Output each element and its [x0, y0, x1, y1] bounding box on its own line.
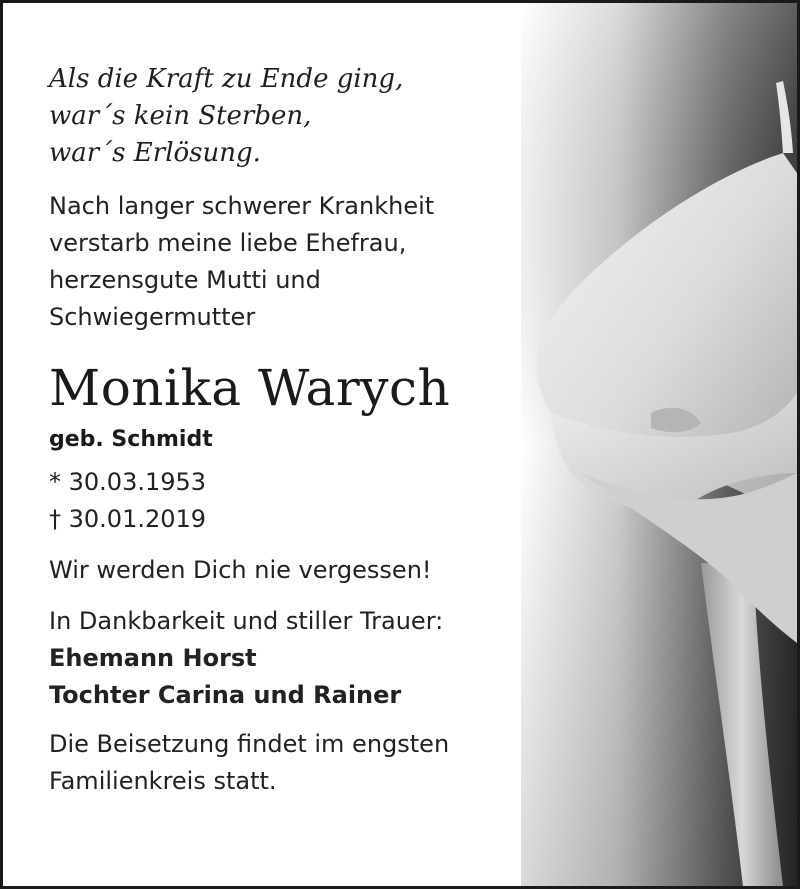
motto-line: war´s Erlösung.	[49, 138, 261, 168]
motto-line: Als die Kraft zu Ende ging,	[49, 64, 404, 94]
motto	[49, 61, 519, 172]
death-date: † 30.01.2019	[49, 505, 207, 533]
notice-text	[49, 61, 519, 800]
mourner-name: Ehemann Horst	[49, 644, 257, 672]
intro-line: Schwiegermutter	[49, 303, 256, 331]
calla-lily-icon	[521, 3, 797, 886]
farewell-text: Wir werden Dich nie vergessen!	[49, 556, 432, 584]
maiden-name: geb. Schmidt	[49, 427, 213, 452]
birth-date: * 30.03.1953	[49, 468, 207, 496]
intro-text	[49, 188, 519, 336]
mourners	[49, 603, 519, 714]
burial-line: Die Beisetzung findet im engsten	[49, 730, 450, 758]
mourner-name: Tochter Carina und Rainer	[49, 681, 402, 709]
motto-line: war´s kein Sterben,	[49, 101, 312, 131]
mourners-heading: In Dankbarkeit und stiller Trauer:	[49, 607, 444, 635]
intro-line: verstarb meine liebe Ehefrau,	[49, 229, 407, 257]
intro-line: Nach langer schwerer Krankheit	[49, 192, 435, 220]
calla-lily-photo	[521, 3, 797, 886]
deceased-name: Monika Warych	[49, 359, 451, 417]
burial-line: Familienkreis statt.	[49, 767, 277, 795]
intro-line: herzensgute Mutti und	[49, 266, 321, 294]
burial-info	[49, 726, 519, 800]
life-dates	[49, 464, 519, 538]
